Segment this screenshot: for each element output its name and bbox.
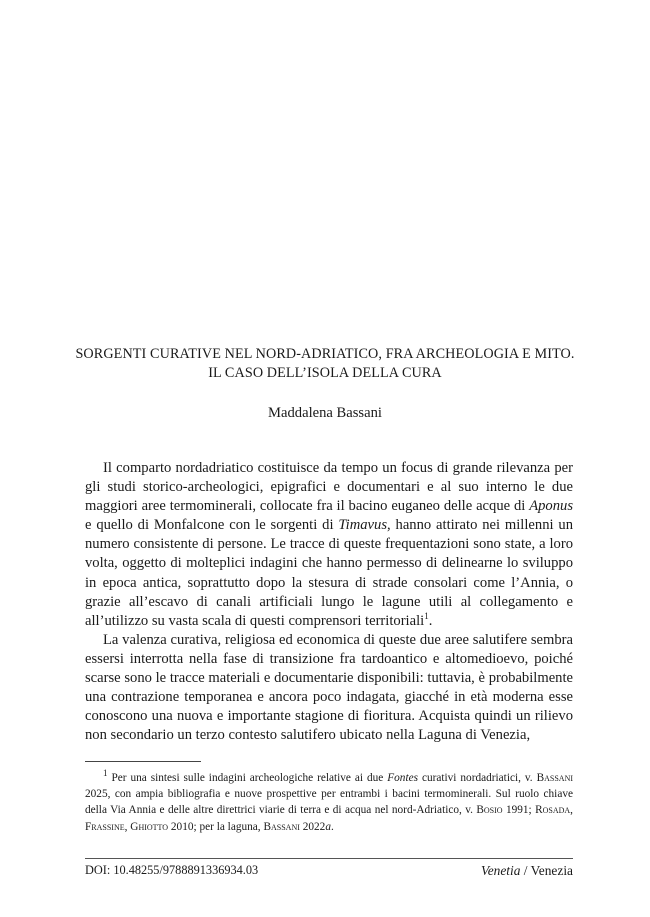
text-run: , [570, 804, 573, 817]
journal-name [481, 863, 573, 878]
footnote-number: 1 [103, 768, 108, 779]
text-run: 1991; [502, 804, 536, 817]
article-body [85, 459, 573, 745]
citation-suffix: a [325, 820, 331, 833]
text-run: 2022 [299, 820, 326, 833]
text-run: . [330, 820, 334, 833]
italic-term-timavus: Timavus [338, 517, 388, 534]
text-run: . [428, 612, 433, 629]
footnote-reference[interactable]: 1 [424, 610, 429, 621]
citation-author: Bosio [476, 804, 503, 817]
footnote-divider [85, 761, 201, 762]
article-title-line-1: SORGENTI CURATIVE NEL NORD-ADRIATICO, FRA ARCHEOLOGIA E MITO. [75, 346, 575, 362]
journal-name-rest: / Venezia [520, 863, 573, 878]
text-run: , hanno attirato nei millenni un numero consistente di persone. Le tracce di queste frequentazioni sono state, a loro volta, oggetto di molteplici indagini che hanno permesso di delinearne lo sviluppo in epoca antica, soprattutto dopo la stesura di strade consolari come l’Annia, o grazie all’escavo di canali artificiali lungo le lagune utili al collegamento e all’utilizzo su vasta scala di questi comprensori territoriali [85, 517, 573, 629]
text-run: e quello di Monfalcone con le sorgenti di [85, 517, 339, 534]
citation-author: Frassine [85, 820, 125, 833]
footnote-1 [85, 770, 573, 835]
text-run: curativi nordadriatici, v. [418, 772, 537, 784]
italic-term-aponus: Aponus [529, 498, 573, 515]
article-title-line-2: IL CASO DELL’ISOLA DELLA CURA [208, 365, 442, 381]
doi-link[interactable]: DOI: 10.48255/9788891336934.03 [85, 863, 259, 877]
citation-author: Bassani [536, 772, 574, 784]
citation-author: Ghiotto [130, 820, 169, 833]
journal-name-italic: Venetia [481, 863, 521, 878]
citation-author: Bassani [263, 820, 300, 833]
page-footer [85, 858, 573, 878]
text-run: 2010; per la laguna, [168, 820, 264, 833]
paragraph-2: La valenza curativa, religiosa ed economica di queste due aree salutifere sembra essersi interrotta nella fase di transizione fra tardoantico e altomedioevo, poiché scarse sono le tracce materiali e documentarie disponibili: tuttavia, è probabilmente una contrazione temporanea e ancora poco indagata, giacché in età moderna esse conoscono una nuova e importante stagione di fioritura. Acquista quindi un rilievo non secondario un terzo contesto salutifero ubicato nella Laguna di Venezia, [85, 631, 573, 744]
text-run: Il comparto nordadriatico costituisce da tempo un focus di grande rilevanza per gli studi storico-archeologici, epigrafici e documentari e al suo interno le due maggiori aree termominerali, collocate fra il bacino euganeo delle acque di [85, 460, 573, 515]
text-run: Per una sintesi sulle indagini archeologiche relative ai due [107, 772, 388, 784]
paragraph-1 [85, 459, 573, 631]
article-title [60, 345, 590, 383]
author-name: Maddalena Bassani [268, 405, 382, 421]
text-run: , [124, 820, 131, 833]
italic-term-fontes: Fontes [387, 772, 418, 784]
text-run: 2025, con ampia bibliografia e nuove prospettive per entrambi i bacini termominerali. Sul ruolo chiave della Via Annia e delle altre direttrici viarie di terra e di acqua nel nord-Adriatico, v. [85, 788, 573, 817]
citation-author: Rosada [535, 804, 571, 817]
